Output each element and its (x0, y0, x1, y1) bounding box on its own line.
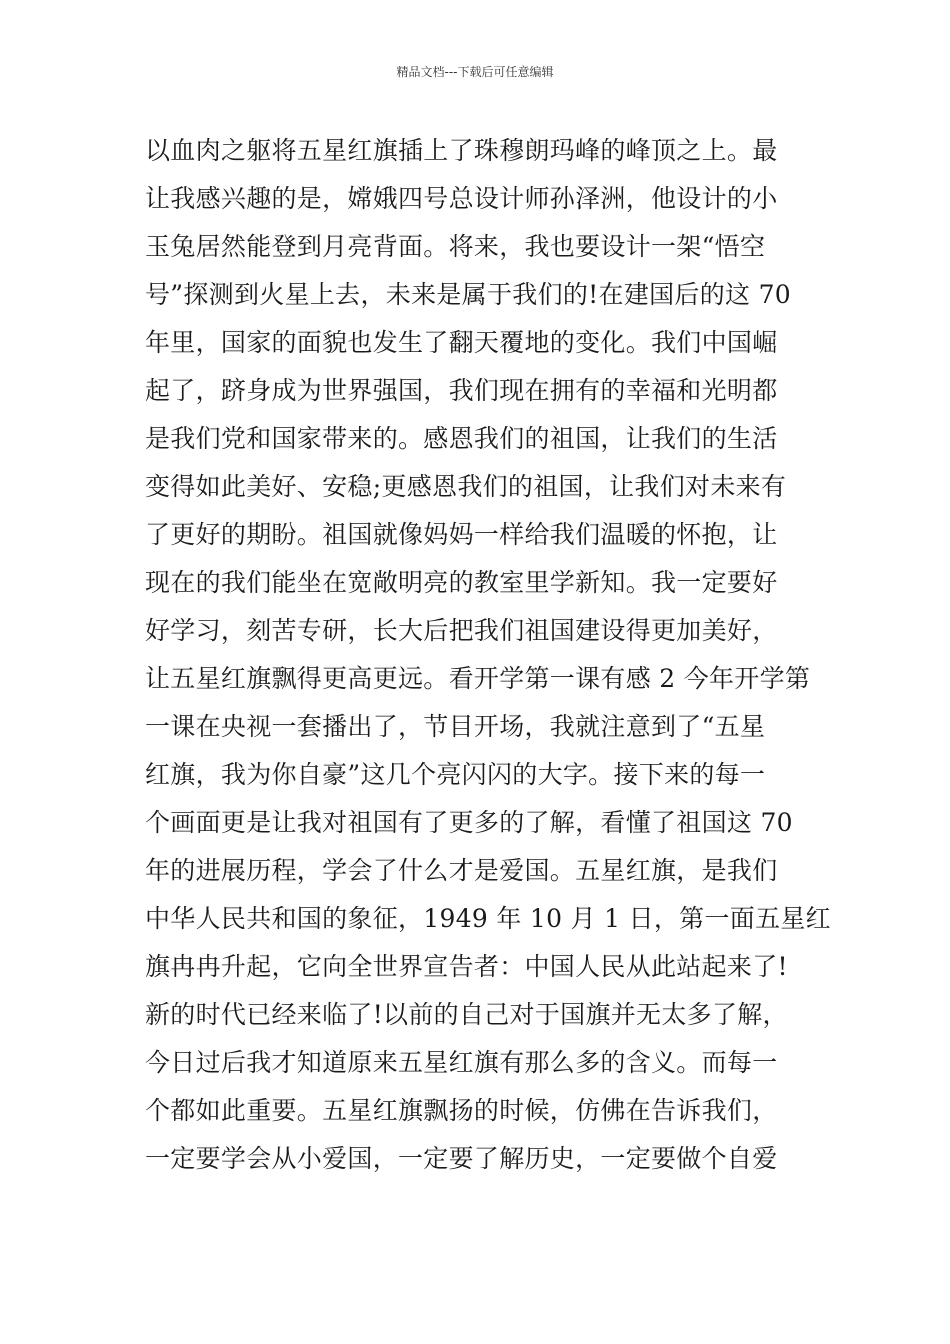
text-line: 现在的我们能坐在宽敞明亮的教室里学新知。我一定要好 (145, 568, 778, 597)
text-line: 一定要学会从小爱国，一定要了解历史，一定要做个自爱 (145, 1144, 778, 1173)
text-line: 年的进展历程，学会了什么才是爱国。五星红旗，是我们 (145, 856, 778, 885)
text-line: 旗冉冉升起，它向全世界宣告者：中国人民从此站起来了! (145, 952, 788, 981)
text-line: 了更好的期盼。祖国就像妈妈一样给我们温暖的怀抱，让 (145, 520, 778, 549)
text-line: 玉兔居然能登到月亮背面。将来，我也要设计一架“悟空 (145, 232, 766, 261)
text-line: 个画面更是让我对祖国有了更多的了解，看懂了祖国这 70 (145, 808, 793, 837)
text-line: 一课在央视一套播出了，节目开场，我就注意到了“五星 (145, 712, 766, 741)
text-line: 让五星红旗飘得更高更远。看开学第一课有感 2 今年开学第 (145, 664, 811, 693)
page-header: 精品文档---下载后可任意编辑 (396, 65, 554, 79)
text-line: 好学习，刻苦专研，长大后把我们祖国建设得更加美好， (145, 616, 778, 645)
text-line: 个都如此重要。五星红旗飘扬的时候，仿佛在告诉我们， (145, 1096, 778, 1125)
text-line: 起了，跻身成为世界强国，我们现在拥有的幸福和光明都 (145, 376, 778, 405)
text-line: 红旗，我为你自豪”这几个亮闪闪的大字。接下来的每一 (145, 760, 766, 789)
text-line: 变得如此美好、安稳;更感恩我们的祖国，让我们对未来有 (145, 472, 787, 501)
text-line: 新的时代已经来临了!以前的自己对于国旗并无太多了解， (145, 1000, 788, 1029)
text-line: 让我感兴趣的是，嫦娥四号总设计师孙泽洲，他设计的小 (145, 184, 778, 213)
text-line: 以血肉之躯将五星红旗插上了珠穆朗玛峰的峰顶之上。最 (145, 136, 778, 165)
text-line: 今日过后我才知道原来五星红旗有那么多的含义。而每一 (145, 1048, 778, 1077)
body-text (145, 127, 831, 1183)
text-line: 是我们党和国家带来的。感恩我们的祖国，让我们的生活 (145, 424, 778, 453)
text-line: 号”探测到火星上去，未来是属于我们的!在建国后的这 70 (145, 280, 791, 309)
text-line: 年里，国家的面貌也发生了翻天覆地的变化。我们中国崛 (145, 328, 778, 357)
text-line: 中华人民共和国的象征，1949 年 10 月 1 日，第一面五星红 (145, 904, 831, 933)
